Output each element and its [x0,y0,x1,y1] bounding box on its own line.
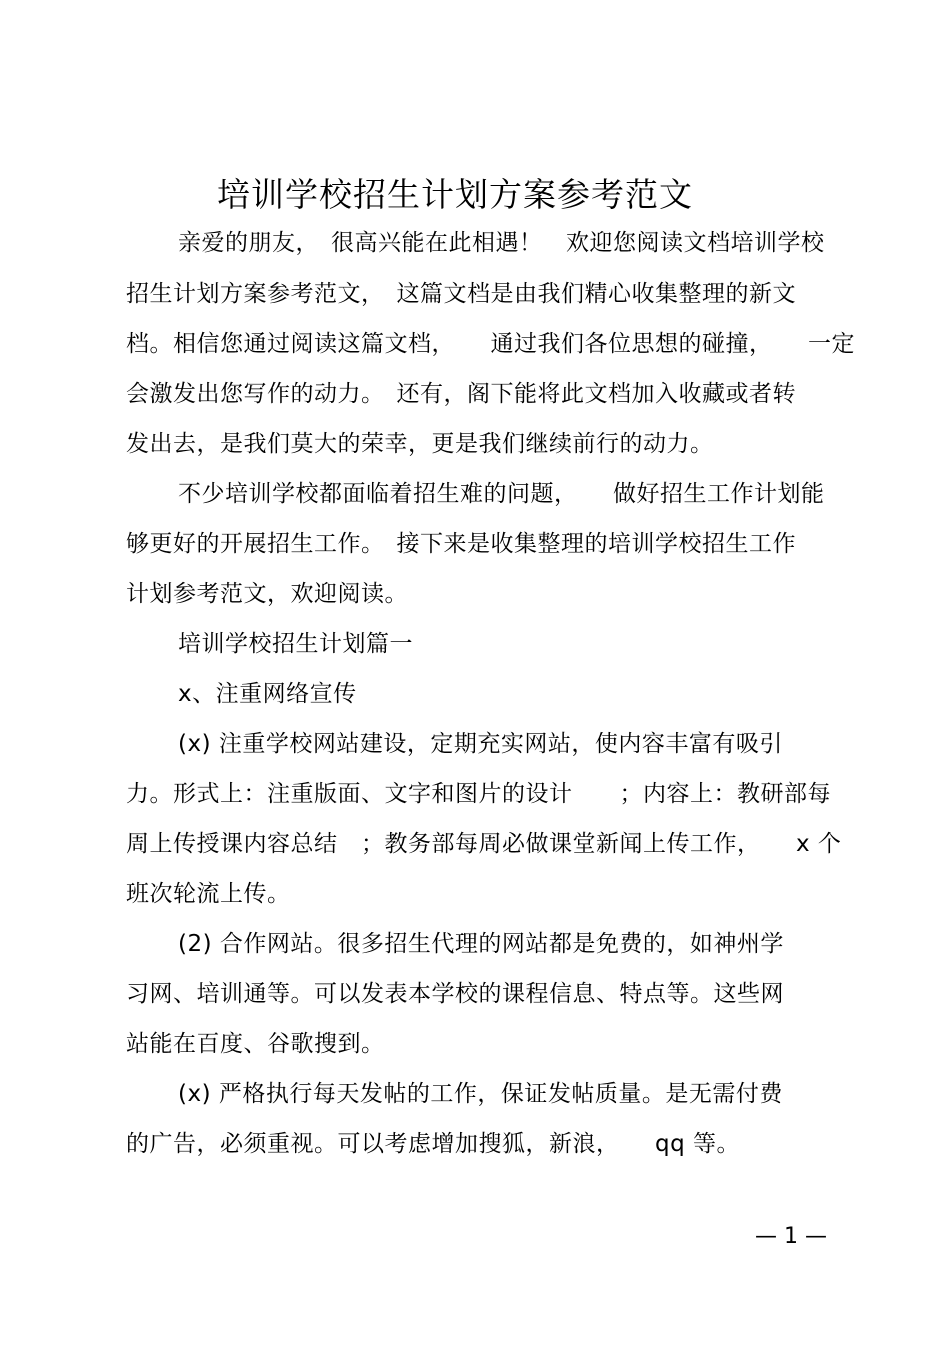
paragraph-line: 亲爱的朋友， 很高兴能在此相遇！ 欢迎您阅读文档培训学校 [178,230,825,256]
paragraph-line: 的广告，必须重视。可以考虑增加搜狐，新浪， qq 等。 [126,1131,741,1157]
paragraph-line: 周上传授课内容总结 ；教务部每周必做课堂新闻上传工作， x 个 [126,831,842,857]
paragraph-line: 计划参考范文，欢迎阅读。 [126,581,408,607]
subheading: x、注重网络宣传 [178,681,357,707]
paragraph-line: 够更好的开展招生工作。 接下来是收集整理的培训学校招生工作 [126,531,796,557]
paragraph-line: 不少培训学校都面临着招生难的问题， 做好招生工作计划能 [178,481,825,507]
document-title: 培训学校招生计划方案参考范文 [217,175,693,214]
section-title: 培训学校招生计划篇一 [178,631,413,657]
paragraph-line: 站能在百度、谷歌搜到。 [126,1031,385,1057]
paragraph-line: 发出去，是我们莫大的荣幸，更是我们继续前行的动力。 [126,431,714,457]
paragraph-line: 习网、培训通等。可以发表本学校的课程信息、特点等。这些网 [126,981,784,1007]
paragraph-line: (x) 严格执行每天发帖的工作，保证发帖质量。是无需付费 [178,1081,783,1107]
paragraph-line: 档。相信您通过阅读这篇文档， 通过我们各位思想的碰撞， 一定 [126,331,855,357]
paragraph-line: 会激发出您写作的动力。 还有，阁下能将此文档加入收藏或者转 [126,381,796,407]
page-number: — 1 — [755,1224,827,1249]
paragraph-line: (x) 注重学校网站建设，定期充实网站，使内容丰富有吸引 [178,731,783,757]
paragraph-line: 招生计划方案参考范文， 这篇文档是由我们精心收集整理的新文 [126,281,796,307]
paragraph-line: (2) 合作网站。很多招生代理的网站都是免费的，如神州学 [178,931,784,957]
paragraph-line: 班次轮流上传。 [126,881,291,907]
paragraph-line: 力。形式上：注重版面、文字和图片的设计 ；内容上：教研部每 [126,781,831,807]
